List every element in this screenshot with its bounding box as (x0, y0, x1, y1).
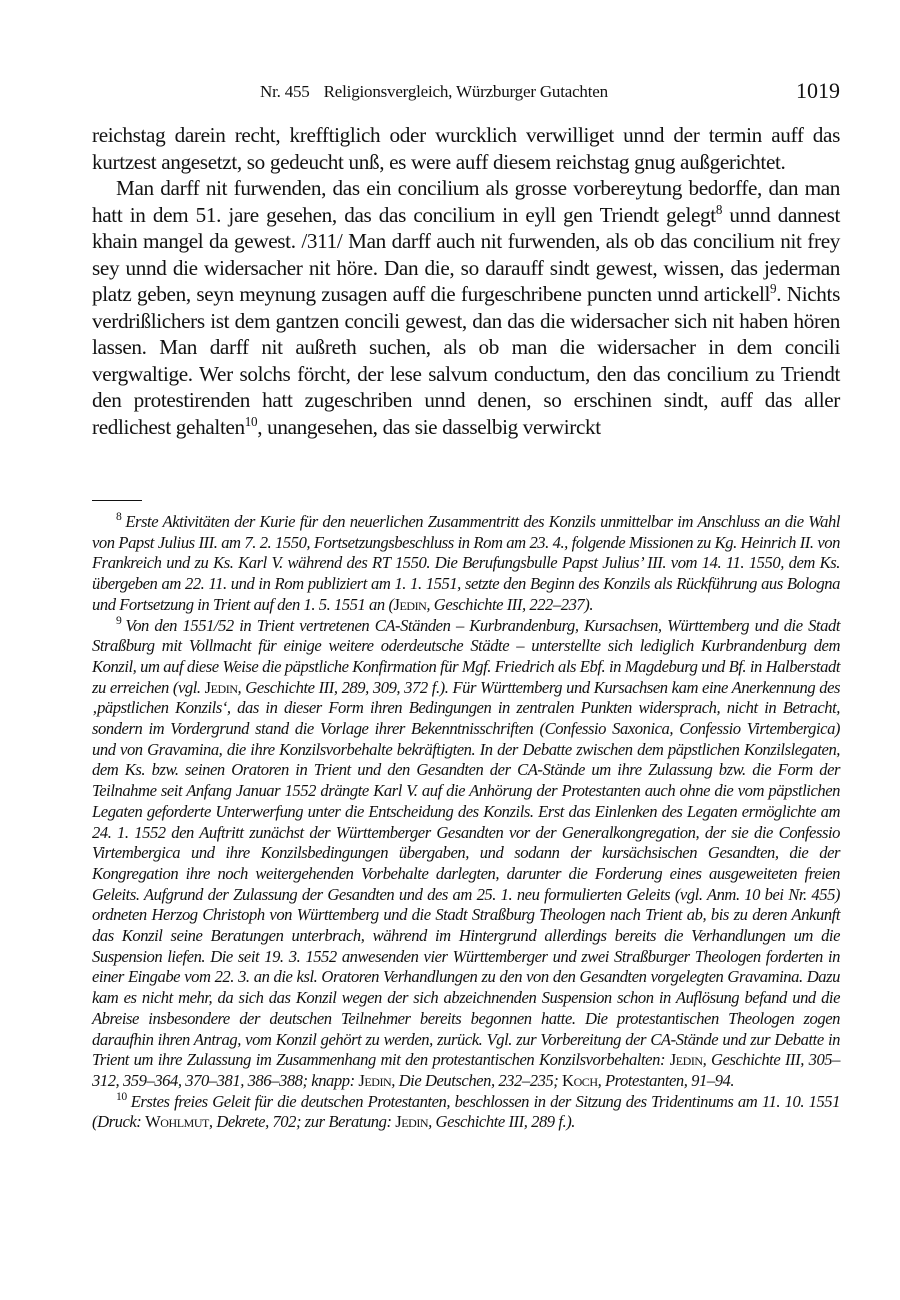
author-jedin: Jedin (358, 1070, 392, 1090)
footnote-ref-10[interactable]: 10 (244, 413, 258, 429)
author-jedin: Jedin (393, 594, 427, 614)
footnote-ref-9[interactable]: 9 (770, 280, 777, 296)
footnote-9-text-e: , Protestanten, 91–94. (597, 1070, 735, 1090)
footnote-9 (92, 613, 840, 1092)
running-header (92, 78, 840, 104)
footnote-9-text-a: Von den 1551/52 in Trient vertretenen CA-Ständen – Kurbrandenburg, Kursachsen, Württemberg und die Stadt Straßburg mit Vollmacht für einige weitere oderdeutsche Städte – unterstellte sich lediglich Kurbrandenburg dem Konzil, um auf diese Weise die päpstliche Konfirmation für Mgf. Friedrich als Ebf. in Magdeburg und Bf. in Halberstadt zu erreichen (vgl. (92, 615, 840, 697)
header-title-line (260, 82, 608, 102)
footnote-8 (92, 512, 840, 616)
footnote-marker-10: 10 (116, 1090, 127, 1104)
main-text (92, 122, 840, 440)
author-wohlmut: Wohlmut (145, 1112, 209, 1132)
paragraph-1: reichstag darein recht, krefftiglich oder wurcklich verwilliget unnd der termin auff das kurtzest angesetzt, so gedeucht unß, es were auff diesem reichstag gnug außgerichtet. (92, 123, 840, 174)
footnote-10-text-b: , Dekrete, 702; zur Beratung: (208, 1112, 396, 1132)
author-jedin: Jedin (669, 1050, 703, 1070)
paragraph-2 (92, 175, 840, 440)
footnote-10-text-a: Erstes freies Geleit für die deutschen Protestanten, beschlossen in der Sitzung des Tridentinums am 11. 10. 1551 (Druck: (92, 1091, 840, 1132)
footnotes (92, 512, 840, 1133)
footnote-10-text-c: , Geschichte III, 289 f.). (428, 1112, 575, 1132)
footnote-10 (92, 1092, 840, 1133)
footnote-9-text-c: , Geschichte III, 305–312, 359–364, 370–381, 386–388; knapp: (92, 1050, 840, 1090)
footnote-8-text: Erste Aktivitäten der Kurie für den neuerlichen Zusammentritt des Konzils unmittelbar im Anschluss an die Wahl von Papst Julius III. am 7. 2. 1550, Fortsetzungsbeschluss in Rom am 23. 4., folgende Missionen zu Kg. Heinrich II. von Frankreich und zu Ks. Karl V. während des RT 1550. Die Berufungsbulle Papst Julius’ III. vom 14. 11. 1550, dem Ks. übergeben am 22. 11. und in Rom publiziert am 1. 1. 1551, setzte den Beginn des Konzils als Rückführung aus Bologna und Fortsetzung in Trient auf den 1. 5. 1551 an ( (92, 512, 840, 614)
author-koch: Koch (562, 1070, 598, 1090)
document-title: Religionsvergleich, Würzburger Gutachten (323, 82, 608, 101)
footnote-marker-8: 8 (116, 510, 122, 524)
page-number: 1019 (796, 78, 840, 103)
footnote-marker-9: 9 (116, 613, 122, 627)
footnote-8-citation: , Geschichte III, 222–237). (426, 594, 594, 614)
paragraph-2-text-a: Man darff nit furwenden, das ein concilium als grosse vorbereytung bedorffe, dan man hatt in dem 51. jare gesehen, das das concilium in eyll gen Triendt gelegt (92, 176, 840, 227)
footnote-9-text-d: , Die Deutschen, 232–235; (391, 1070, 563, 1090)
document-number: Nr. 455 (260, 82, 310, 101)
footnote-9-text-b: , Geschichte III, 289, 309, 372 f.). Für Württemberg und Kursachsen kam eine Anerkennung des ‚päpstlichen Konzils‘, das in dieser Form ihren Bedingungen in zentralen Punkten widersprach, nicht in Betracht, sondern im Vordergrund stand die Vorlage ihrer Bekenntnisschriften (Confessio Saxonica, Confessio Virtembergica) und von Gravamina, die ihre Konzilsvorbehalte bekräftigten. In der Debatte zwischen dem päpstlichen Konzilslegaten, dem Ks. bzw. seinen Oratoren in Trient und den Gesandten der CA-Stände um ihre Zulassung bzw. die Form der Teilnahme seit Anfang Januar 1552 drängte Karl V. auf die Anhörung der Protestanten auch ohne die vom päpstlichen Legaten geforderte Unterwerfung unter die Entscheidung des Konzils. Erst das Einlenken des Legaten ermöglichte am 24. 1. 1552 den Auftritt zunächst der Württemberger Gesandten vor der Generalkongregation, der sie die Confessio Virtembergica und ihre Konzilsbedingungen übergaben, und sodann der kursächsischen Gesandten, die der Kongregation ihre noch weitergehenden Vorbehalte darlegten, darunter die Forderung eines ausgeweiteten freien Geleits. Aufgrund der Zulassung der Gesandten und des am 25. 1. neu formulierten Geleits (vgl. Anm. 10 bei Nr. 455) ordneten Herzog Christoph von Württemberg und die Stadt Straßburg Theologen nach Trient ab, bis zu deren Ankunft das Konzil seine Beratungen unterbrach, während im Hintergrund allerdings bereits die Verhandlungen um die Suspension liefen. Die seit 19. 3. 1552 anwesenden vier Württemberger und zwei Straßburger Theologen forderten in einer Eingabe vom 22. 3. an die ksl. Oratoren Verhandlungen zu den von den Gesandten vorgelegten Gravamina. Dazu kam es nicht mehr, da sich das Konzil wegen der sich abzeichnenden Suspension schon in Auflösung befand und die Abreise insbesondere der deutschen Teilnehmer bereits begonnen hatte. Die protestantischen Theologen zogen daraufhin ihren Antrag, vom Konzil gehört zu werden, zurück. Vgl. zur Vorbereitung der CA-Stände und zur Debatte in Trient um ihre Zulassung im Zusammenhang mit den protestantischen Konzilsvorbehalten: (92, 677, 840, 1070)
footnote-ref-8[interactable]: 8 (715, 201, 723, 217)
paragraph-2-text-c: . Nichts verdrißlichers ist dem gantzen concili gewest, dan das die widersacher sich nit haben hören lassen. Man darff nit außreth suchen, als ob man die widersacher in dem concili vergwaltige. Wer solchs förcht, der lese salvum conductum, den das concilium zu Triendt den protestirenden hatt zugeschriben unnd denen, so erschinen sindt, auff das aller redlichest gehalten (92, 282, 840, 439)
author-jedin: Jedin (395, 1112, 429, 1132)
footnote-separator (92, 500, 142, 501)
paragraph-2-text-b: unnd dannest khain mangel da gewest. /311/ Man darff auch nit furwenden, als ob das concilium nit frey sey unnd die widersacher nit höre. Dan die, so darauff sindt gewest, wissen, das jederman platz geben, seyn meynung zusagen auff die furgeschribene puncten unnd artickell (92, 202, 841, 306)
author-jedin: Jedin (204, 677, 238, 697)
paragraph-2-text-d: , unangesehen, das sie dasselbig verwirckt (257, 414, 601, 439)
